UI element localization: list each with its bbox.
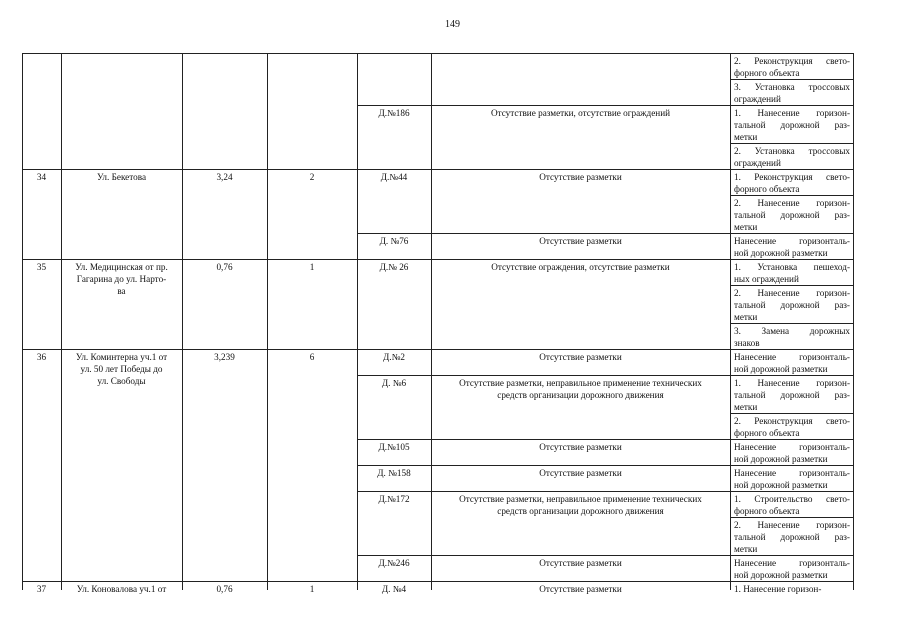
measure-divider [730,323,854,324]
defect-description: Отсутствие разметки [539,352,622,362]
defect-count: 1 [309,262,315,272]
street-name: ул. 50 лет Победы до [80,364,163,374]
road-length: 0,76 [216,584,233,594]
remedy-measure: 3. Замена дорожных [734,326,850,336]
measure-divider [730,517,854,518]
entry-divider [357,375,854,376]
remedy-measure: тальной дорожной раз- [734,532,850,542]
road-length: 3,239 [214,352,235,362]
defect-description: Отсутствие разметки [539,172,622,182]
street-name: Ул. Медицинская от пр. [75,262,168,272]
measure-divider [730,79,854,80]
remedy-measure: 2. Реконструкция свето- [734,416,850,426]
measure-divider [730,413,854,414]
remedy-measure: 2. Установка тросcовых [734,146,850,156]
remedy-measure: тальной дорожной раз- [734,390,850,400]
entry-divider [357,439,854,440]
column-border [357,53,358,590]
remedy-measure: Нанесение горизонталь- [734,558,850,568]
column-border [853,53,854,590]
house-number: Д. №4 [381,584,407,594]
column-border [267,53,268,590]
entry-divider [357,491,854,492]
remedy-measure: ной дорожной разметки [734,364,828,374]
measure-divider [730,143,854,144]
street-name: Ул. Бекетова [96,172,147,182]
defect-count: 6 [309,352,315,362]
remedy-measure: 2. Нанесение горизон- [734,520,850,530]
street-name: Гагарина до ул. Нарто- [76,274,167,284]
defect-description: Отсутствие ограждения, отсутствие разметки [491,262,670,272]
remedy-measure: ной дорожной разметки [734,454,828,464]
defect-count: 1 [309,584,315,594]
remedy-measure: форного объекта [734,68,800,78]
remedy-measure: метки [734,312,758,322]
remedy-measure: 1. Строительство свето- [734,494,850,504]
remedy-measure: 2. Нанесение горизон- [734,198,850,208]
remedy-measure: форного объекта [734,428,800,438]
road-length: 0,76 [216,262,233,272]
defect-description: Отсутствие разметки, отсутствие ограждений [490,108,671,118]
remedy-measure: 1. Нанесение горизон- [734,108,850,118]
house-number: Д.№ 26 [379,262,409,272]
remedy-measure: ной дорожной разметки [734,248,828,258]
defect-description: Отсутствие разметки [539,558,622,568]
column-border [730,53,731,590]
defect-description: средств организации дорожного движения [497,506,664,516]
row-divider [22,259,854,260]
remedy-measure: тальной дорожной раз- [734,120,850,130]
entry-divider [357,105,854,106]
street-name: Ул. Коновалова уч.1 от [76,584,167,594]
remedy-measure: Нанесение горизонталь- [734,442,850,452]
street-name: ва [117,286,126,296]
page-number: 149 [445,19,460,30]
house-number: Д.№186 [378,108,410,118]
remedy-measure: метки [734,544,758,554]
row-divider [22,581,854,582]
remedy-measure: 1. Нанесение горизон- [734,378,850,388]
row-divider [22,169,854,170]
road-length: 3,24 [216,172,233,182]
remedy-measure: 2. Нанесение горизон- [734,288,850,298]
defect-description: Отсутствие разметки, неправильное применение технических [459,378,702,388]
house-number: Д.№105 [378,442,410,452]
street-name: ул. Свободы [97,376,146,386]
defect-count: 2 [309,172,315,182]
measure-divider [730,285,854,286]
remedy-measure: форного объекта [734,506,800,516]
row-number: 35 [36,262,47,272]
defect-description: Отсутствие разметки [539,584,622,594]
remedy-measure: 1. Нанесение горизон- [734,584,822,594]
street-name: Ул. Коминтерна уч.1 от [75,352,168,362]
remedy-measure: метки [734,222,758,232]
remedy-measure: ограждений [734,94,781,104]
column-border [61,53,62,590]
house-number: Д. №158 [377,468,411,478]
entry-divider [357,555,854,556]
remedy-measure: ной дорожной разметки [734,570,828,580]
house-number: Д.№246 [378,558,410,568]
entry-divider [357,233,854,234]
row-number: 36 [36,352,47,362]
remedy-measure: Нанесение горизонталь- [734,352,850,362]
house-number: Д.№172 [378,494,410,504]
defect-description: средств организации дорожного движения [497,390,664,400]
defect-description: Отсутствие разметки [539,468,622,478]
remedy-measure: ной дорожной разметки [734,480,828,490]
remedy-measure: метки [734,132,758,142]
remedy-measure: 2. Реконструкция свето- [734,56,850,66]
house-number: Д. №6 [381,378,407,388]
remedy-measure: ограждений [734,158,781,168]
defect-description: Отсутствие разметки [539,442,622,452]
row-number: 34 [36,172,47,182]
remedy-measure: ных ограждений [734,274,799,284]
defect-description: Отсутствие разметки, неправильное применение технических [459,494,702,504]
row-number: 37 [36,584,47,594]
remedy-measure: метки [734,402,758,412]
row-divider [22,349,854,350]
remedy-measure: форного объекта [734,184,800,194]
defect-description: Отсутствие разметки [539,236,622,246]
column-border [182,53,183,590]
remedy-measure: 3. Установка тросcовых [734,82,850,92]
remedy-measure: 1. Реконструкция свето- [734,172,850,182]
entry-divider [357,465,854,466]
remedy-measure: тальной дорожной раз- [734,210,850,220]
remedy-measure: знаков [734,338,760,348]
house-number: Д. №76 [379,236,409,246]
table-top-border [22,53,854,54]
remedy-measure: Нанесение горизонталь- [734,236,850,246]
remedy-measure: Нанесение горизонталь- [734,468,850,478]
column-border [22,53,23,590]
remedy-measure: тальной дорожной раз- [734,300,850,310]
measure-divider [730,195,854,196]
house-number: Д.№2 [383,352,405,362]
house-number: Д.№44 [380,172,408,182]
remedy-measure: 1. Установка пешеход- [734,262,850,272]
